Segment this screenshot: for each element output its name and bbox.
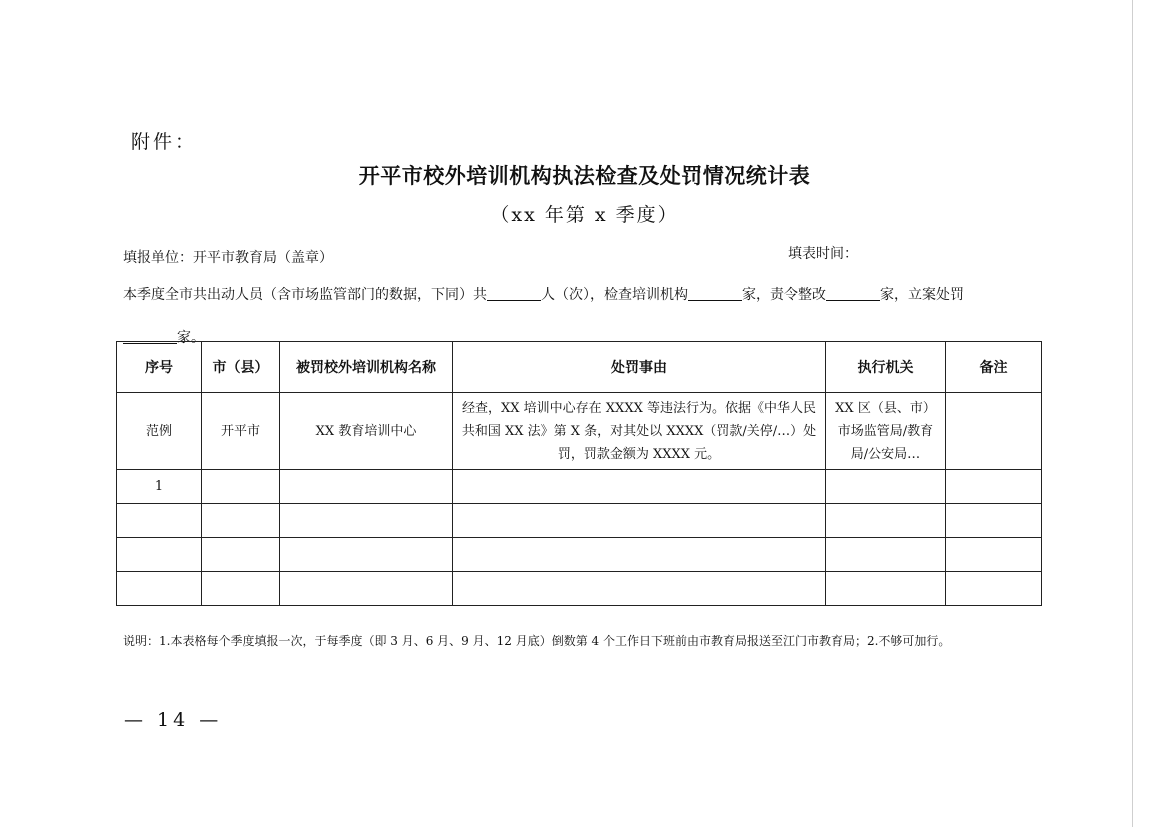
table-cell[interactable] xyxy=(453,470,826,504)
header-agency: 执行机关 xyxy=(826,342,946,393)
document-subtitle: （xx 年第 x 季度） xyxy=(490,204,679,226)
table-cell[interactable] xyxy=(280,572,453,606)
footnote: 说明：1.本表格每个季度填报一次，于每季度（即 3 月、6 月、9 月、12 月底）倒数第 4 个工作日下班前由市教育局报送至江门市教育局；2.不够可加行。 xyxy=(123,634,951,648)
example-agency: XX 区（县、市）市场监管局/教育局/公安局… xyxy=(826,393,946,470)
table-cell[interactable] xyxy=(117,572,202,606)
table-cell[interactable] xyxy=(946,504,1042,538)
example-reason: 经查，XX 培训中心存在 XXXX 等违法行为。依据《中华人民共和国 XX 法》第 X 条，对其处以 XXXX（罚款/关停/…）处罚，罚款金额为 XXXX 元。 xyxy=(453,393,826,470)
table-row xyxy=(117,504,1042,538)
example-row xyxy=(117,393,1042,470)
table-cell[interactable] xyxy=(946,572,1042,606)
summary-text-3: 家，责令整改 xyxy=(742,287,826,303)
table-cell[interactable] xyxy=(117,538,202,572)
header-seq: 序号 xyxy=(117,342,202,393)
document-title: 开平市校外培训机构执法检查及处罚情况统计表 xyxy=(358,163,811,188)
table-cell[interactable] xyxy=(202,504,280,538)
page-edge-line xyxy=(1132,0,1133,827)
summary-text-2: 人（次），检查培训机构 xyxy=(541,287,688,303)
table-cell[interactable] xyxy=(946,538,1042,572)
attachment-label: 附件： xyxy=(131,131,198,153)
table-cell[interactable] xyxy=(280,504,453,538)
table-cell[interactable] xyxy=(202,572,280,606)
table-cell[interactable] xyxy=(280,470,453,504)
table-row xyxy=(117,470,1042,504)
table-cell[interactable] xyxy=(202,538,280,572)
blank-rectify[interactable] xyxy=(826,286,880,301)
table-cell[interactable] xyxy=(453,572,826,606)
table-header-row xyxy=(117,342,1042,393)
summary-text-1: 本季度全市共出动人员（含市场监管部门的数据，下同）共 xyxy=(123,287,487,303)
header-remark: 备注 xyxy=(946,342,1042,393)
header-org-name: 被罚校外培训机构名称 xyxy=(280,342,453,393)
header-city: 市（县） xyxy=(202,342,280,393)
example-org: XX 教育培训中心 xyxy=(280,393,453,470)
table-row xyxy=(117,538,1042,572)
table-cell[interactable] xyxy=(826,504,946,538)
table-cell[interactable] xyxy=(117,504,202,538)
table-cell[interactable] xyxy=(280,538,453,572)
page-number: — 14 — xyxy=(124,709,223,731)
table-cell[interactable] xyxy=(826,572,946,606)
table-cell[interactable] xyxy=(826,538,946,572)
summary-text-5: 家。 xyxy=(177,330,205,346)
blank-inspected[interactable] xyxy=(688,286,742,301)
table-cell[interactable] xyxy=(202,470,280,504)
table-cell[interactable] xyxy=(453,504,826,538)
example-city: 开平市 xyxy=(202,393,280,470)
table-cell[interactable] xyxy=(946,470,1042,504)
example-seq: 范例 xyxy=(117,393,202,470)
table-cell[interactable] xyxy=(826,470,946,504)
summary-text-4: 家，立案处罚 xyxy=(880,287,964,303)
fill-time-label: 填表时间： xyxy=(788,246,858,262)
example-remark xyxy=(946,393,1042,470)
summary-line xyxy=(123,284,964,304)
table-row xyxy=(117,572,1042,606)
header-reason: 处罚事由 xyxy=(453,342,826,393)
statistics-table xyxy=(116,341,1042,606)
report-unit: 填报单位：开平市教育局（盖章） xyxy=(123,250,333,266)
blank-personnel[interactable] xyxy=(487,286,541,301)
table-cell[interactable]: 1 xyxy=(117,470,202,504)
table-cell[interactable] xyxy=(453,538,826,572)
